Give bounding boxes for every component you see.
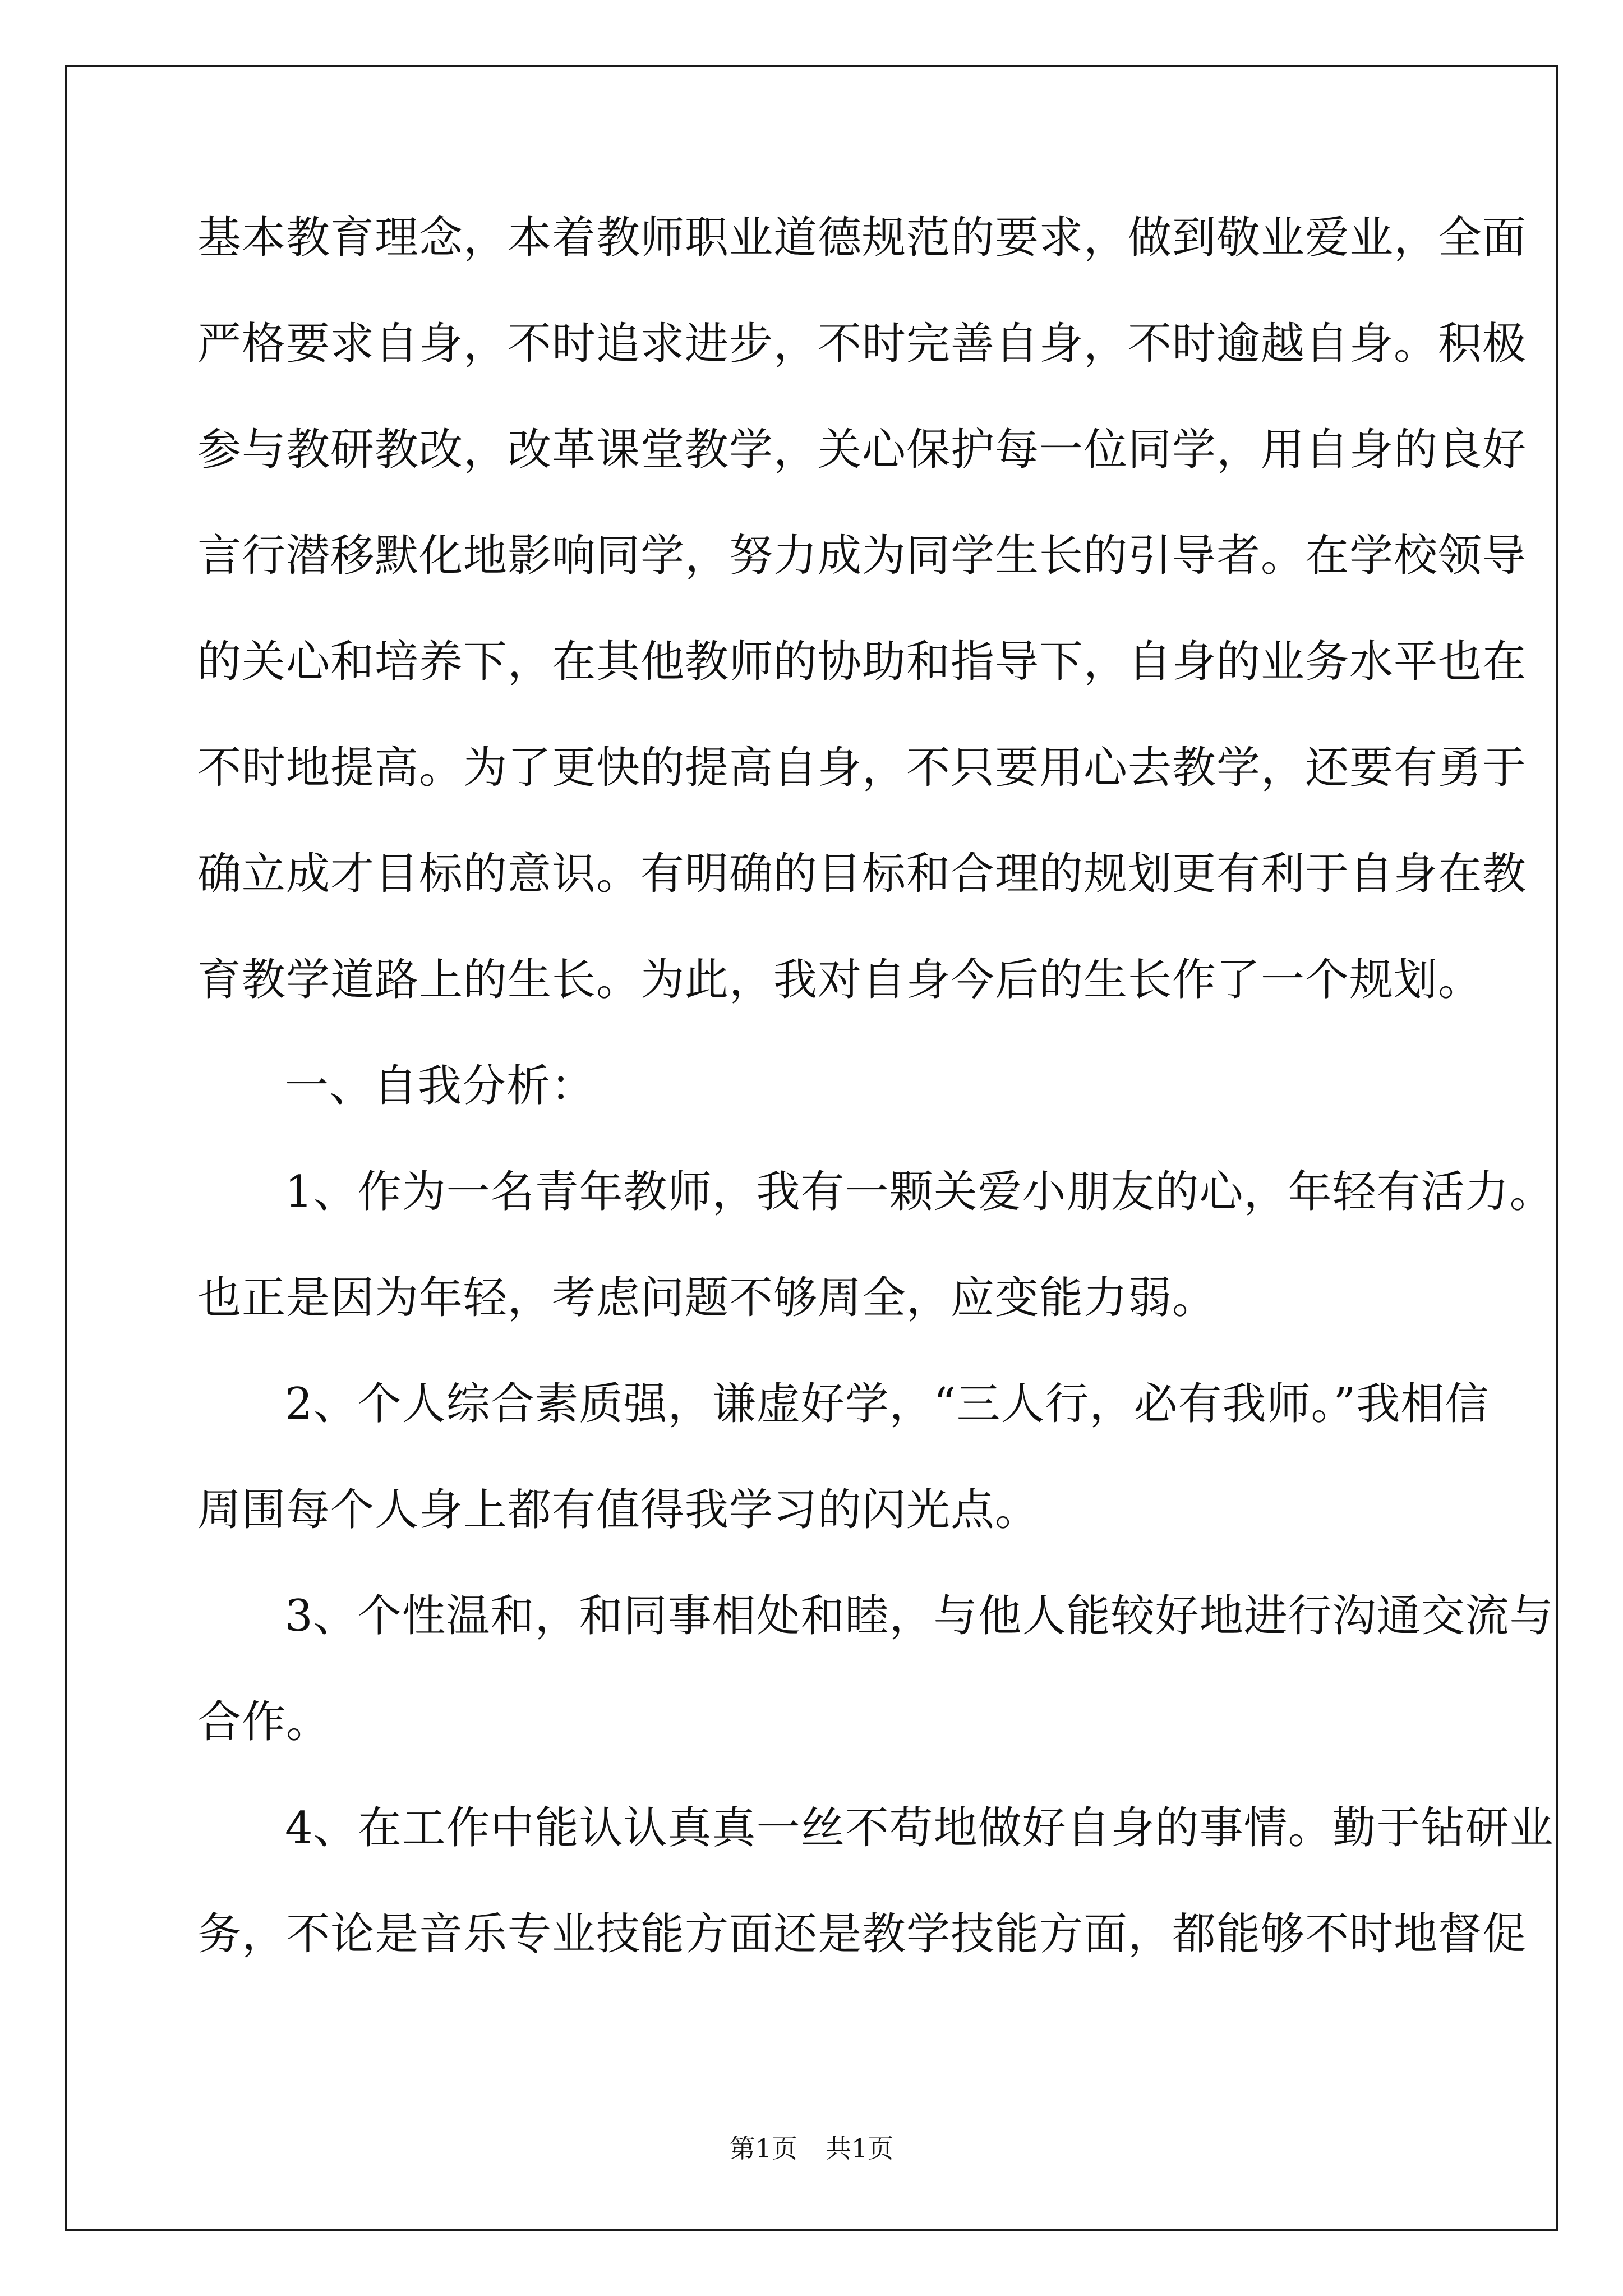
text-line: 2、个人综合素质强，谦虚好学，“三人行，必有我师。”我相信	[285, 1379, 1490, 1429]
text-line: 务，不论是音乐专业技能方面还是教学技能方面，都能够不时地督促	[197, 1909, 1527, 1959]
text-line: 周围每个人身上都有值得我学习的闪光点。	[197, 1485, 1040, 1535]
section-heading: 一、自我分析：	[285, 1061, 596, 1111]
text-line: 也正是因为年轻，考虑问题不够周全，应变能力弱。	[197, 1273, 1217, 1323]
text-line: 不时地提高。为了更快的提高自身，不只要用心去教学，还要有勇于	[197, 743, 1527, 793]
text-line: 基本教育理念，本着教师职业道德规范的要求，做到敬业爱业，全面	[197, 213, 1527, 263]
text-line: 严格要求自身，不时追求进步，不时完善自身，不时逾越自身。积极	[197, 319, 1527, 369]
page-number: 第1页	[729, 2133, 797, 2164]
text-line: 合作。	[197, 1697, 331, 1747]
text-line: 言行潜移默化地影响同学，努力成为同学生长的引导者。在学校领导	[197, 531, 1527, 581]
text-line: 确立成才目标的意识。有明确的目标和合理的规划更有利于自身在教	[197, 849, 1527, 899]
document-body	[197, 185, 1554, 1987]
text-line: 育教学道路上的生长。为此，我对自身今后的生长作了一个规划。	[197, 955, 1483, 1005]
text-line: 的关心和培养下，在其他教师的协助和指导下，自身的业务水平也在	[197, 637, 1527, 687]
text-line: 1、作为一名青年教师，我有一颗关爱小朋友的心，年轻有活力。	[285, 1167, 1554, 1217]
text-line: 3、个性温和，和同事相处和睦，与他人能较好地进行沟通交流与	[285, 1591, 1554, 1641]
page-footer	[0, 2132, 1623, 2165]
text-line: 参与教研教改，改革课堂教学，关心保护每一位同学，用自身的良好	[197, 425, 1527, 475]
page-total: 共1页	[826, 2133, 894, 2164]
text-line: 4、在工作中能认认真真一丝不苟地做好自身的事情。勤于钻研业	[285, 1803, 1554, 1853]
